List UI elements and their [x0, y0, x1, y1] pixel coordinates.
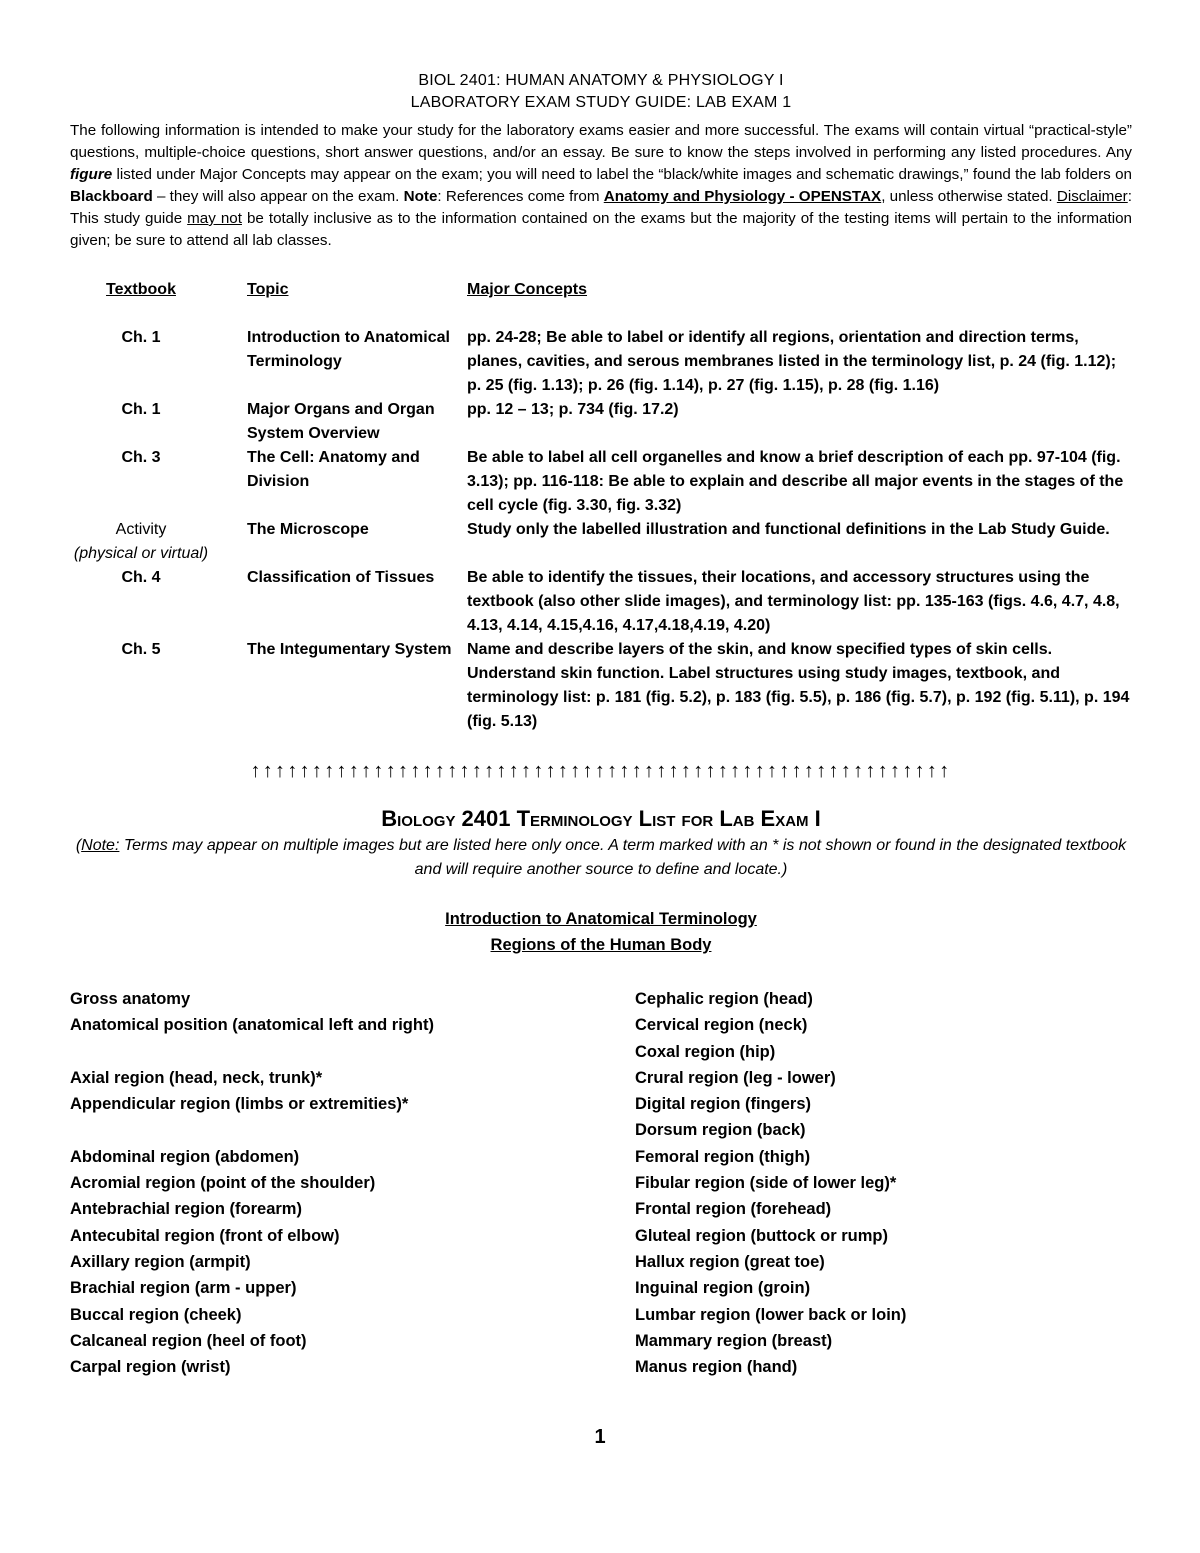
header-concepts: Major Concepts: [467, 281, 588, 298]
blackboard-word: Blackboard: [70, 188, 153, 205]
list-item: Dorsum region (back): [635, 1121, 806, 1140]
table-row: [70, 566, 1132, 638]
document-page: [70, 70, 1132, 1380]
list-item: Cervical region (neck): [635, 1016, 808, 1035]
list-item: Hallux region (great toe): [635, 1252, 825, 1271]
row-topic: Classification of Tissues: [247, 569, 435, 586]
terms-left-column: [70, 986, 635, 1380]
row-textbook: Ch. 1: [121, 329, 161, 346]
list-item: Gluteal region (buttock or rump): [635, 1226, 889, 1245]
row-concepts: Name and describe layers of the skin, and know specified types of skin cells. Understand skin function. Label structures using study images, textbook, and terminology list: p. 181 (fig. 5.2), p. 183 (fig. 5.5), p. 186 (fig. 5.7), p. 192 (fig. 5.11), p. 194 (fig. 5.13): [467, 641, 1130, 730]
list-item: Antecubital region (front of elbow): [70, 1226, 340, 1245]
terminology-note-label: Note:: [81, 837, 120, 854]
list-item: Frontal region (forehead): [635, 1200, 832, 1219]
table-row: [70, 326, 1132, 398]
row-textbook: Ch. 4: [121, 569, 161, 586]
table-row: [70, 398, 1132, 446]
list-item: Coxal region (hip): [635, 1042, 776, 1061]
row-concepts: Be able to identify the tissues, their locations, and accessory structures using the textbook (also other slide images), and terminology list: pp. 135-163 (figs. 4.6, 4.7, 4.8, 4.13, 4.14, 4.15,4.16, 4.17,4.18,4.19, 4.20): [467, 569, 1120, 634]
list-item: Axial region (head, neck, trunk)*: [70, 1068, 323, 1087]
list-item: Crural region (leg - lower): [635, 1068, 836, 1087]
list-item: Axillary region (armpit): [70, 1252, 251, 1271]
row-topic: Major Organs and Organ System Overview: [247, 401, 435, 442]
terms-columns: [70, 986, 1132, 1380]
row-textbook: Activity (physical or virtual): [73, 521, 209, 562]
list-item: Anatomical position (anatomical left and right): [70, 1016, 434, 1035]
may-not-phrase: may not: [187, 210, 242, 227]
list-item: Fibular region (side of lower leg)*: [635, 1174, 897, 1193]
arrow-divider: ↑↑↑↑↑↑↑↑↑↑↑↑↑↑↑↑↑↑↑↑↑↑↑↑↑↑↑↑↑↑↑↑↑↑↑↑↑↑↑↑↑↑↑↑↑↑↑↑↑↑↑↑↑↑↑↑↑: [250, 760, 952, 782]
row-concepts: pp. 12 – 13; p. 734 (fig. 17.2): [467, 401, 679, 418]
figure-word: figure: [70, 166, 113, 183]
row-textbook: Ch. 3: [121, 449, 161, 466]
header-textbook: Textbook: [106, 281, 176, 298]
page-number: 1: [594, 1426, 606, 1448]
table-header-row: [70, 278, 1132, 326]
row-textbook: Ch. 1: [121, 401, 161, 418]
row-textbook-note: (physical or virtual): [73, 545, 209, 562]
list-item: Femoral region (thigh): [635, 1147, 811, 1166]
row-concepts: Study only the labelled illustration and functional definitions in the Lab Study Guide.: [467, 521, 1110, 538]
list-item: Mammary region (breast): [635, 1331, 833, 1350]
disclaimer-label: Disclaimer: [1056, 188, 1128, 205]
list-item: Inguinal region (groin): [635, 1279, 811, 1298]
list-item: Manus region (hand): [635, 1358, 798, 1377]
list-item: Gross anatomy: [70, 990, 191, 1008]
row-concepts: Be able to label all cell organelles and know a brief description of each pp. 97-104 (fig. 3.13); pp. 116-118: Be able to explain and describe all major events in the stages of the cell cycle (fig. 3.30, fig. 3.32): [467, 449, 1124, 514]
header-topic: Topic: [247, 281, 289, 298]
terminology-heading: Biology 2401 Terminology List for Lab Exam I: [381, 806, 821, 831]
topics-table: [70, 278, 1132, 734]
section-title: Introduction to Anatomical Terminology: [445, 910, 757, 928]
course-title: BIOL 2401: HUMAN ANATOMY & PHYSIOLOGY I: [418, 72, 784, 89]
list-item: Abdominal region (abdomen): [70, 1147, 300, 1166]
terms-right-column: [635, 986, 1132, 1380]
row-textbook: Ch. 5: [121, 641, 161, 658]
intro-paragraph: The following information is intended to make your study for the laboratory exams easier and more successful. The exams will contain virtual “practical-style” questions, multiple-choice questions, short answer questions, and/or an essay. Be sure to know the steps involved in performing any listed procedures. Any figure listed under Major Concepts may appear on the exam; you will need to label the “black/white images and schematic drawings,” found the lab folders on Blackboard – they will also appear on the exam. Note: References come from Anatomy and Physiology - OPENSTAX, unless otherwise stated. Disclaimer: This study guide may not be totally inclusive as to the information contained on the exams but the majority of the testing items will pertain to the information given; be sure to attend all lab classes.: [70, 122, 1132, 249]
list-item: Digital region (fingers): [635, 1095, 812, 1114]
list-item: Buccal region (cheek): [70, 1305, 242, 1324]
row-topic: The Cell: Anatomy and Division: [247, 449, 420, 490]
list-item: Antebrachial region (forearm): [70, 1200, 302, 1219]
row-topic: The Microscope: [247, 521, 369, 538]
table-row: [70, 518, 1132, 566]
list-item: Calcaneal region (heel of foot): [70, 1331, 307, 1350]
note-label: Note: [403, 188, 438, 205]
row-topic: Introduction to Anatomical Terminology: [247, 329, 450, 370]
list-item: Appendicular region (limbs or extremities)*: [70, 1095, 409, 1114]
guide-title: LABORATORY EXAM STUDY GUIDE: LAB EXAM 1: [410, 94, 792, 111]
table-row: [70, 446, 1132, 518]
list-item: Carpal region (wrist): [70, 1358, 231, 1377]
list-item: Acromial region (point of the shoulder): [70, 1174, 376, 1193]
terminology-note: (Note: Terms may appear on multiple images but are listed here only once. A term marked with an * is not shown or found in the designated textbook and will require another source to define and locate.): [75, 837, 1127, 878]
list-item: Brachial region (arm - upper): [70, 1279, 297, 1298]
row-topic: The Integumentary System: [247, 641, 452, 658]
table-row: [70, 638, 1132, 734]
row-concepts: pp. 24-28; Be able to label or identify all regions, orientation and direction terms, planes, cavities, and serous membranes listed in the terminology list, p. 24 (fig. 1.12); p. 25 (fig. 1.13); p. 26 (fig. 1.14), p. 27 (fig. 1.15), p. 28 (fig. 1.16): [467, 329, 1117, 394]
subsection-title: Regions of the Human Body: [490, 936, 712, 954]
list-item: Lumbar region (lower back or loin): [635, 1305, 907, 1324]
list-item: Cephalic region (head): [635, 990, 813, 1008]
textbook-title: Anatomy and Physiology - OPENSTAX: [603, 188, 882, 205]
